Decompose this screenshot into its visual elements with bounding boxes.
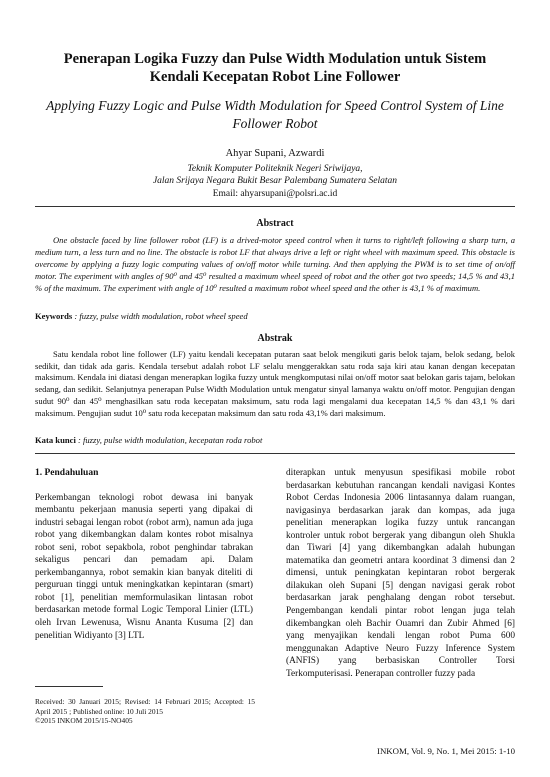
section-right-text: diterapkan untuk menyusun spesifikasi mobile robot berdasarkan kebutuhan rancangan kendali navigasi Kontes Robot Cerdas Indonesia 2006 lintasannya dalam ruangan, navigasinya berdasarkan jarak dan kompas, ada juga penelitian menerapkan logika fuzzy untuk rancangan kontroler untuk robot bergerak yang dibangun oleh Shukla dan Tiwari [4] yang dikembangkan adalah hubungan matematika dan geometri antara koordinat 3 dimensi dan 2 dimensi, untuk peningkatan kepintaran robot bergerak dilakukan oleh Supani [5] dengan navigasi gerak robot berdasarkan jarak penghalang dengan robot tersebut. Pengembangan kendali pintar robot lengan juga telah dikembangkan oleh Bachir Ouamri dan Zubir Ahmed [6] yang menyajikan kendali lengan robot Puma 600 menggunakan Adaptive Neuro Fuzzy Inference System (ANFIS) yang berbasiskan Controller Torsi Terkomputerisasi. Penerapan controller fuzzy pada [286, 468, 515, 679]
paper-title-indonesian: Penerapan Logika Fuzzy dan Pulse Width Modulation untuk Sistem Kendali Kecepatan Robot Line Follower [63, 51, 487, 85]
footnote-divider [35, 686, 103, 687]
author-address: Jalan Srijaya Negara Bukit Besar Palembang Sumatera Selatan [152, 176, 398, 186]
journal-footer: INKOM, Vol. 9, No. 1, Mei 2015: 1-10 [377, 746, 515, 756]
abstract-en-text: One obstacle faced by line follower robot (LF) is a drived-motor speed control when it turns to right/left following a sharp turn, a medium turn, a less turn and no line. The obstacle is robot LF that always drive a left or right wheel with maximum speed. This obstacle is overcome by applying a fuzzy logic computing values of on/off motor while turning. And then applying the PWM is to set time of on/off motor. The experiment with angles of 90⁰ and 45⁰ resulted a maximum wheel speed of robot and the other got two speeds; 14,5 % and 43,1 % of the maximum. The experiment with angle of 10⁰ resulted a maximum robot wheel speed and the other is 43,1 % of maximum. [35, 235, 515, 294]
body-column-left [35, 467, 253, 642]
keywords-en-text: : fuzzy, pulse width modulation, robot wheel speed [72, 311, 248, 321]
section-heading: 1. Pendahuluan [35, 468, 99, 478]
keywords-id [35, 435, 515, 446]
author-names: Ahyar Supani, Azwardi [225, 148, 325, 159]
divider-bottom [35, 453, 515, 454]
author-affiliation: Teknik Komputer Politeknik Negeri Sriwijaya, [187, 163, 363, 174]
abstract-en-heading: Abstract [256, 218, 294, 229]
keywords-id-label: Kata kunci [35, 435, 76, 445]
section-left-text: Perkembangan teknologi robot dewasa ini banyak membantu pekerjaan manusia seperti yang dipakai di industri sebagai lengan robot (robot arm), namun ada juga robot yang dikembangkan dalam kontes robot misalnya robot seni, robot sepakbola, robot penghindar tabrakan sekaligus pencari dan pemadam api. Dalam perkembangannya, robot semakin kian banyak diteliti di perguruan tinggi untuk meningkatkan kepintaran (smart) robot [1], penelitian memformulasikan lintasan robot berdasarkan metode formal Logic Temporal Linier (LTL) oleh Irvan Lewenusa, Wisnu Ananta Kusuma [2] dan penelitian Widiyanto [3] LTL [35, 492, 253, 641]
keywords-id-text: : fuzzy, pulse width modulation, kecepatan roda robot [75, 435, 263, 445]
paper-title-english: Applying Fuzzy Logic and Pulse Width Modulation for Speed Control System of Line Follower Robot [46, 98, 504, 131]
keywords-en [35, 311, 515, 322]
footnote-dates: Received: 30 Januari 2015; Revised: 14 Februari 2015; Accepted: 15 April 2015 ; Published online: 10 Juli 2015 [35, 697, 255, 716]
author-email: Email: ahyarsupani@polsri.ac.id [212, 188, 338, 199]
abstract-id-heading: Abstrak [257, 333, 293, 344]
body-column-right [286, 467, 515, 680]
divider-top [35, 206, 515, 207]
footnote-copyright: ©2015 INKOM 2015/15-NO405 [35, 716, 133, 726]
keywords-en-label: Keywords [35, 311, 73, 321]
abstract-id-text: Satu kendala robot line follower (LF) yaitu kendali kecepatan putaran saat belok mengikuti garis belok tajam, belok sedang, belok sedikit, dan tidak ada garis. Kendala tersebut adalah robot LF selalu menggerakkan satu roda saja kiri atau kanan dengan kecepatan maksimum. Kendala ini diatasi dengan menerapkan logika fuzzy untuk mengkomputasi nilai on/off motor saat belokan garis tajam, belokan sedang, dan sedikit. Selanjutnya penerapan Pulse Width Modulation untuk mengatur sinyal lamanya waktu on/off motor. Pengujian dengan sudut 90⁰ dan 45⁰ menghasilkan satu roda kecepatan maksimum, satu roda lagi mengalami dua kecepatan 14,5 % dan 43,1 % dari maksimum. Pengujian sudut 10⁰ satu roda kecepatan maksimum dan satu roda 43,1% dari maksimum. [35, 349, 515, 418]
author-block [40, 148, 510, 200]
footnote [35, 697, 255, 726]
